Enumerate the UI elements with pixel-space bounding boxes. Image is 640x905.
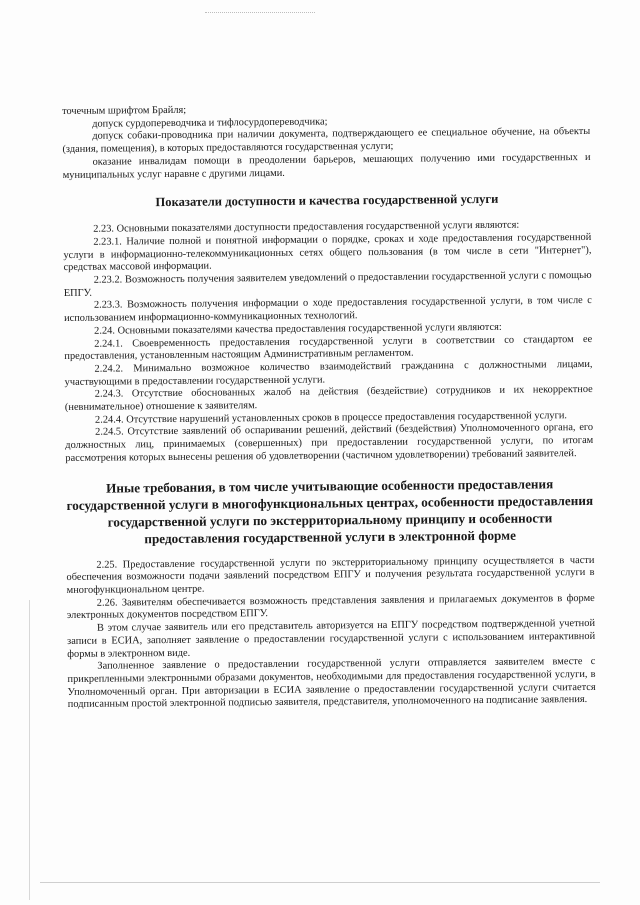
paragraph: 2.23.2. Возможность получения заявителем уведомлений о предоставлении государственной услуги с помощью ЕПГУ. (63, 269, 592, 299)
paragraph: 2.24.3. Отсутствие обоснованных жалоб на действия (бездействие) сотрудников и их некорректное (невнимательное) отношение к заявителям. (64, 384, 593, 414)
paragraph: Заполненное заявление о предоставлении государственной услуги отправляется заявителем вместе с прикрепленными электронными образами документов, необходимыми для предоставления государственной услуги, в Уполномоченный орган. При авторизации в ЕСИА заявление о предоставлении государственной услуги считается подписанным простой электронной подписью заявителя, представителя, уполномоченного на подписание заявления. (67, 656, 596, 711)
scan-artifact-top (205, 12, 315, 15)
paragraph: 2.25. Предоставление государственной услуги по экстерриториальному принципу осуществляется в части обеспечения возможности подачи заявлений посредством ЕПГУ и получения результата государственной услуги в многофункциональном центре. (66, 554, 595, 596)
paragraph: 2.23.1. Наличие полной и понятной информации о порядке, сроках и ходе предоставления государственной услуги в информационно-телекоммуникационных сетях общего пользования (в том числе в сети "Интернет"), средствах массовой информации. (63, 231, 592, 274)
paragraph: 2.23. Основными показателями доступности предоставления государственной услуги являются: (93, 219, 520, 235)
section-heading: Иные требования, в том числе учитывающие особенности предоставления государственной услуги в многофункциональных центрах, особенности предоставления государственной услуги по экстерриториальному принципу и особенности предоставления государственной услуги в электронной форме (66, 475, 594, 546)
paragraph: 2.23.3. Возможность получения информации о ходе предоставления государственной услуги, в том числе с использованием информационно-коммуникационных технологий. (63, 295, 592, 325)
paragraph: точечным шрифтом Брайля; (62, 104, 187, 117)
section-heading: Показатели доступности и качества государственной услуги (155, 192, 499, 210)
paragraph: 2.24.5. Отсутствие заявлений об оспаривании решений, действий (бездействия) Уполномоченного органа, его должностных лиц, принимаемых (совершенных) при предоставлении государственной услуги, по итогам рассмотрения которых вынесены решения об удовлетворении (частичном удовлетворении) требований заявителей. (65, 422, 594, 464)
paragraph: оказание инвалидам помощи в преодолении барьеров, мешающих получению ими государственных и муниципальных услуг наравне с другими лицами. (62, 151, 591, 181)
paragraph: 2.24.1. Своевременность предоставления государственной услуги в соответствии со стандартом ее предоставления, установленным настоящим Административным регламентом. (64, 333, 593, 363)
scan-artifact-bottom-line (40, 882, 600, 883)
scan-artifact-left-edge (29, 600, 30, 900)
paragraph: 2.24. Основными показателями качества предоставления государственной услуги являются: (94, 321, 502, 337)
paragraph: 2.24.4. Отсутствие нарушений установленных сроков в процессе предоставления государственной услуги. (94, 409, 568, 426)
paragraph: 2.24.2. Минимально возможное количество взаимодействий гражданина с должностными лицами, участвующими в предоставлении государственной услуги. (64, 358, 593, 388)
paragraph: 2.26. Заявителям обеспечивается возможность представления заявления и прилагаемых документов в форме электронных документов посредством ЕПГУ. (66, 592, 595, 622)
paragraph: В этом случае заявитель или его представитель авторизуется на ЕПГУ посредством подтвержденной учетной записи в ЕСИА, заполняет заявление о предоставлении государственной услуги с использованием интерактивной формы в электронном виде. (67, 618, 596, 660)
paragraph: допуск сурдопереводчика и тифлосурдопереводчика; (92, 116, 328, 130)
document-body (62, 101, 596, 712)
paragraph: допуск собаки-проводника при наличии документа, подтверждающего ее специальное обучение, на объекты (здания, помещения), в которых предоставляются государственная услуги; (62, 126, 591, 156)
